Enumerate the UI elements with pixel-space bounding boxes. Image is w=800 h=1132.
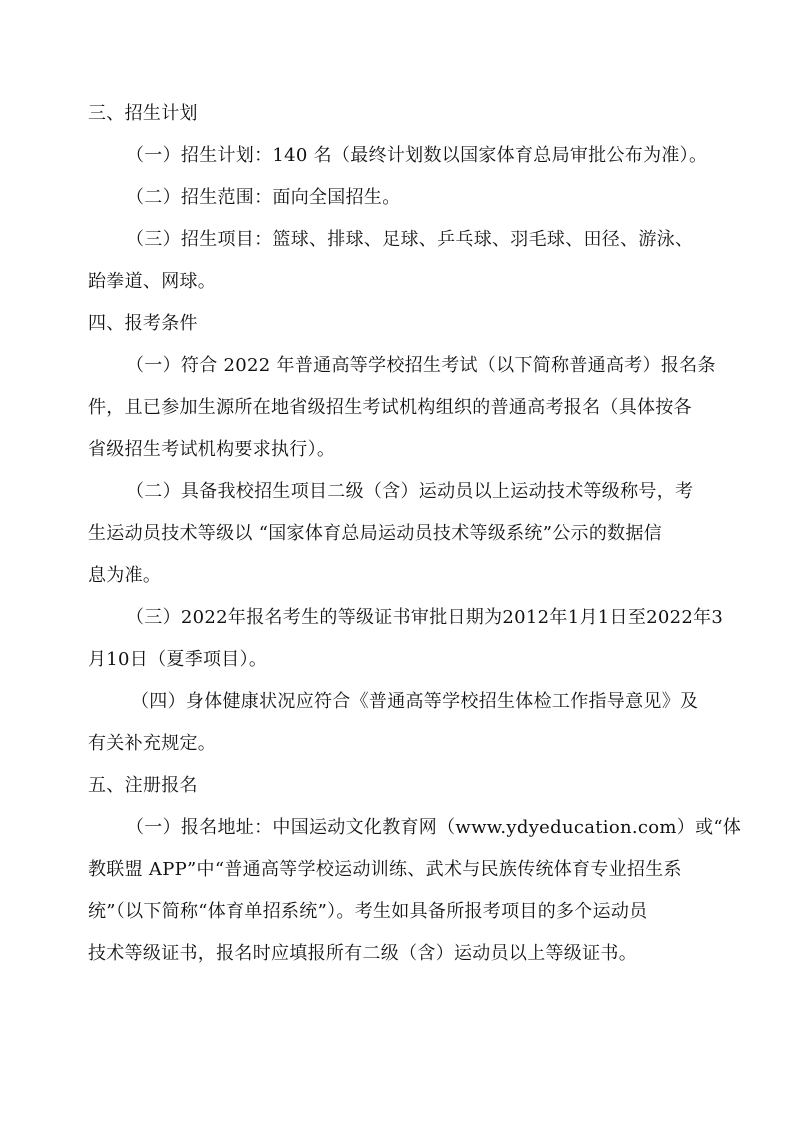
paragraph-line: 有关补充规定。 [88,733,217,754]
paragraph-line: 教联盟 APP”中“普通高等学校运动训练、武术与民族传统体育专业招生系 [88,859,682,880]
paragraph-line: （一）符合 2022 年普通高等学校招生考试（以下简称普通高考）报名条 [126,355,716,376]
paragraph-line: （一）报名地址：中国运动文化教育网（www.ydyeducation.com）或“体 [126,817,742,838]
paragraph-line: 月10日（夏季项目）。 [88,649,268,670]
paragraph-line: 息为准。 [88,565,162,586]
paragraph-line: 统”（以下简称“体育单招系统”）。考生如具备所报考项目的多个运动员 [88,901,648,922]
paragraph-line: 跆拳道、网球。 [88,271,217,292]
paragraph-line: （四）身体健康状况应符合《普通高等学校招生体检工作指导意见》及 [131,691,699,712]
paragraph-line: （二）招生范围：面向全国招生。 [126,187,401,208]
paragraph-line: （二）具备我校招生项目二级（含）运动员以上运动技术等级称号，考 [126,481,694,502]
section-5-heading: 五、注册报名 [88,775,198,796]
paragraph-line: 生运动员技术等级以 “国家体育总局运动员技术等级系统”公示的数据信 [88,523,663,544]
paragraph-line: 技术等级证书，报名时应填报所有二级（含）运动员以上等级证书。 [88,943,637,964]
paragraph-line: 省级招生考试机构要求执行）。 [88,439,336,460]
paragraph-line: （三）2022年报名考生的等级证书审批日期为2012年1月1日至2022年3 [126,607,724,628]
paragraph-line: 件，且已参加生源所在地省级招生考试机构组织的普通高考报名（具体按各 [88,397,692,418]
section-3-heading: 三、招生计划 [88,103,198,124]
paragraph-line: （三）招生项目：篮球、排球、足球、乒乓球、羽毛球、田径、游泳、 [126,229,694,250]
section-4-heading: 四、报考条件 [88,313,198,334]
paragraph-line: （一）招生计划：140 名（最终计划数以国家体育总局审批公布为准）。 [126,145,708,166]
